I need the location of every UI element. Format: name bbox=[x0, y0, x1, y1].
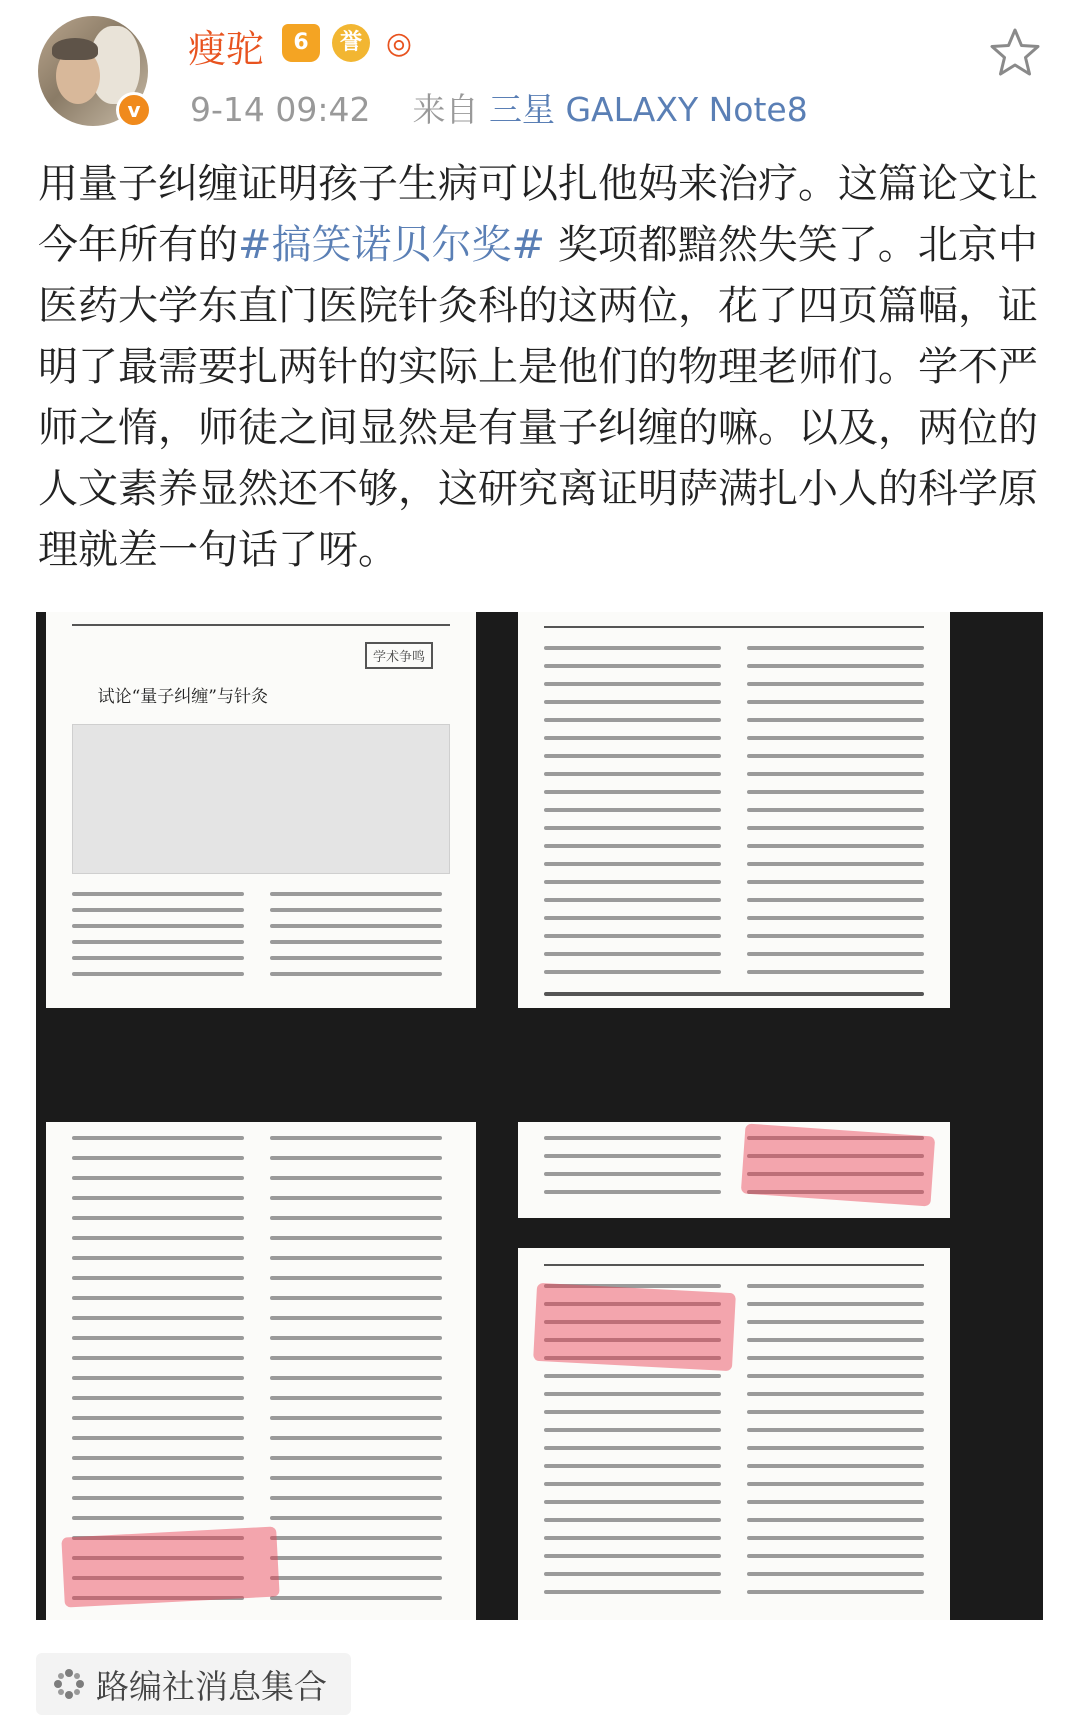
post-body bbox=[38, 154, 1048, 581]
topic-tag[interactable] bbox=[36, 1653, 351, 1715]
honor-badge-icon[interactable]: 誉 bbox=[332, 24, 370, 62]
paper-page-image-3[interactable] bbox=[46, 1122, 476, 1620]
sparkle-icon bbox=[52, 1667, 86, 1701]
paper-page-image-5[interactable] bbox=[518, 1248, 950, 1620]
topic-label: 路编社消息集合 bbox=[96, 1666, 327, 1706]
paper-page-image-1[interactable] bbox=[46, 612, 476, 1008]
image-grid bbox=[36, 612, 1043, 1620]
post-meta bbox=[190, 84, 808, 131]
user-name[interactable]: 瘦驼 bbox=[188, 27, 265, 71]
paper-stamp: 学术争鸣 bbox=[365, 642, 433, 669]
weibo-badge-icon[interactable]: ◎ bbox=[378, 28, 420, 62]
post-text-part1: 用量子纠缠证明孩子生病可以扎他妈来治疗。这篇论文让今年所有的 bbox=[38, 161, 1038, 268]
paper-page-image-4[interactable] bbox=[518, 1122, 950, 1218]
source-device-link[interactable]: 三星 GALAXY Note8 bbox=[488, 90, 808, 129]
crown-badge-icon[interactable]: 6 bbox=[282, 24, 320, 62]
source-prefix: 来自 bbox=[412, 90, 479, 129]
paper-page-image-2[interactable] bbox=[518, 612, 950, 1008]
avatar[interactable] bbox=[38, 16, 148, 126]
star-icon[interactable] bbox=[988, 26, 1042, 80]
post-text-part2: 奖项都黯然失笑了。北京中医药大学东直门医院针灸科的这两位，花了四页篇幅，证明了最需要扎两针的实际上是他们的物理老师们。学不严师之惰，师徒之间显然是有量子纠缠的嘛。以及，两位的人文素养显然还不够，这研究离证明萨满扎小人的科学原理就差一句话了呀。 bbox=[38, 222, 1038, 573]
paper-title: 试论“量子纠缠”与针灸 bbox=[97, 687, 268, 707]
post-header bbox=[0, 0, 1079, 140]
verified-icon: v bbox=[116, 92, 152, 128]
hashtag-link[interactable]: #搞笑诺贝尔奖# bbox=[238, 222, 546, 268]
post-time: 9-14 09:42 bbox=[190, 90, 371, 129]
